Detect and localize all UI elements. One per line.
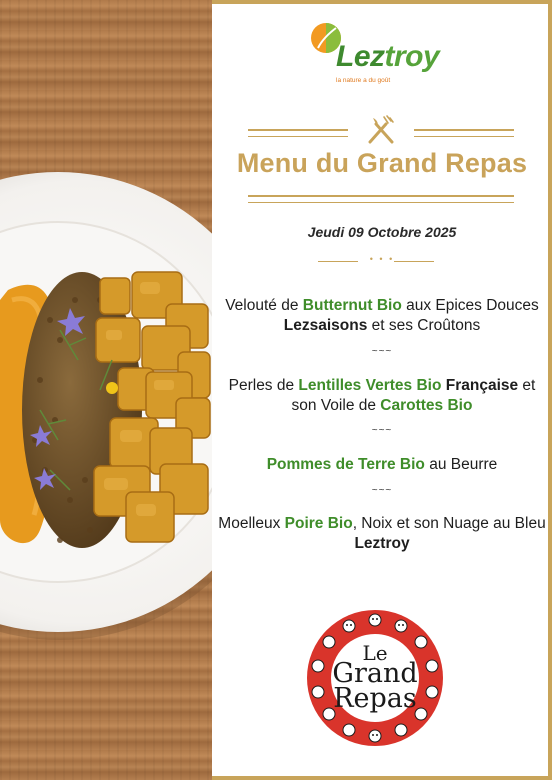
badge-line-2: Grand [332, 658, 418, 690]
badge-line-3: Repas [333, 683, 417, 715]
food-photo [0, 0, 212, 780]
item-separator: ~~~ [371, 485, 393, 496]
menu-item-text: Perles de [228, 377, 299, 394]
menu-item-text: et son Voile de [291, 377, 536, 414]
badge-wordmark [305, 608, 445, 748]
item-separator: ~~~ [371, 425, 393, 436]
title-rule-left-top [248, 129, 348, 137]
menu-item-text: Velouté de [225, 297, 303, 314]
badge-line-1: Le [362, 640, 388, 665]
menu-item [216, 514, 548, 554]
le-grand-repas-badge [305, 608, 445, 748]
menu-item-bio-ingredient: Lentilles Vertes Bio [298, 377, 442, 394]
menu-item [216, 376, 548, 416]
menu-item-brand: Française [445, 377, 519, 394]
menu-item [216, 296, 548, 336]
title-rule-right-top [414, 129, 514, 137]
menu-date: Jeudi 09 Octobre 2025 [307, 224, 457, 240]
menu-item-bio-ingredient: Pommes de Terre Bio [266, 456, 425, 473]
leztroy-logo [308, 20, 448, 90]
menu-title: Menu du Grand Repas [236, 148, 528, 178]
menu-item-text: au Beurre [424, 456, 498, 473]
title-rule-bottom [248, 195, 514, 203]
menu-item-bio-ingredient: Butternut Bio [302, 297, 402, 314]
gold-frame-bottom [212, 776, 552, 780]
fork-knife-crossed-icon [364, 114, 398, 148]
gold-frame-right [548, 0, 552, 780]
menu-item-text: et ses Croûtons [367, 317, 481, 334]
dots-ornament: • • • [369, 254, 395, 264]
menu-item-text: aux Epices Douces [401, 297, 539, 314]
menu-item-brand: Leztroy [354, 535, 410, 552]
menu-item-bio-ingredient: Carottes Bio [380, 397, 473, 414]
logo-tagline: la nature a du goût [336, 77, 391, 84]
gold-frame-top [212, 0, 552, 4]
logo-wordmark: Leztroy [336, 40, 440, 73]
menu-item [216, 455, 548, 475]
item-separator: ~~~ [371, 346, 393, 357]
menu-item-text: , Noix et son Nuage au Bleu [352, 515, 546, 532]
menu-item-bio-ingredient: Poire Bio [284, 515, 353, 532]
menu-item-text: Moelleux [218, 515, 285, 532]
menu-item-brand: Lezsaisons [283, 317, 368, 334]
plate-illustration [0, 0, 212, 780]
